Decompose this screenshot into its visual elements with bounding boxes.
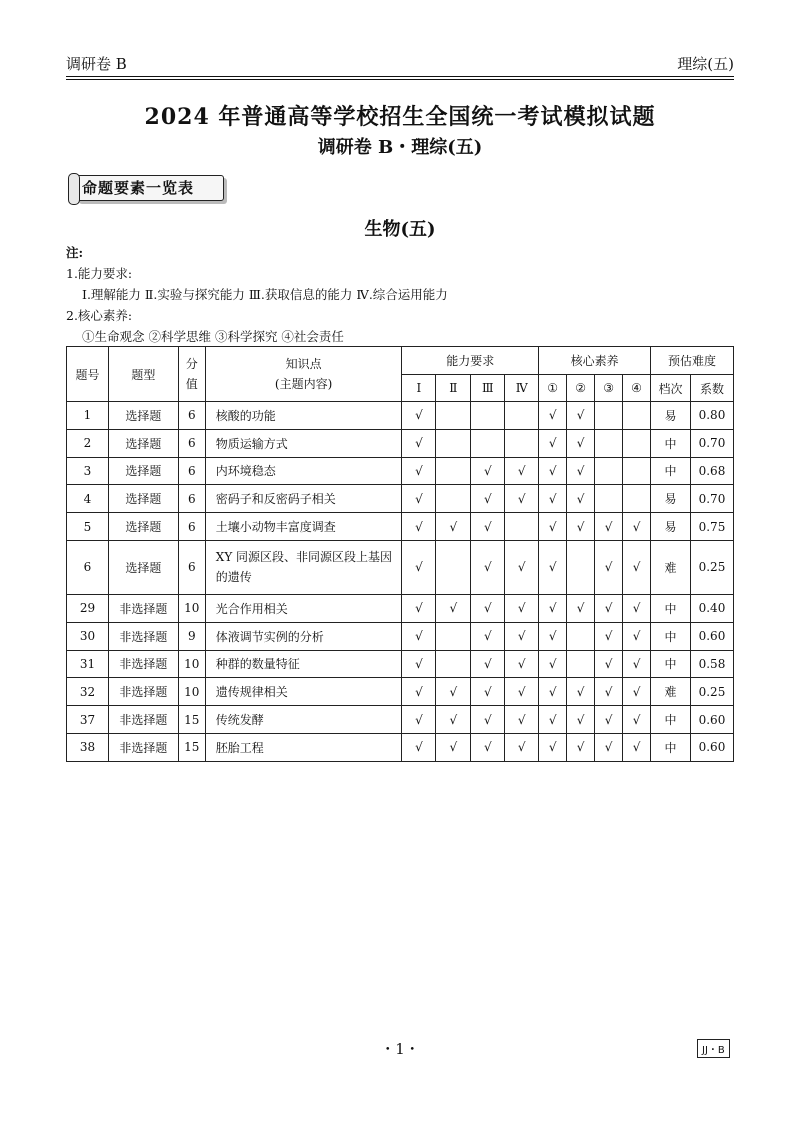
cell-literacy-4: √: [623, 650, 651, 678]
table-row: [67, 402, 734, 430]
cell-knowledge: 胚胎工程: [205, 733, 402, 761]
header-type: 题型: [108, 347, 178, 402]
cell-coef: 0.80: [690, 402, 733, 430]
cell-literacy-1: √: [539, 429, 567, 457]
cell-type: 非选择题: [108, 706, 178, 734]
header-rule: [66, 76, 734, 77]
cell-knowledge: 内环境稳态: [205, 457, 402, 485]
cell-num: 2: [67, 429, 109, 457]
cell-literacy-1: √: [539, 485, 567, 513]
cell-ability-3: √: [471, 540, 505, 594]
cell-knowledge: 核酸的功能: [205, 402, 402, 430]
cell-ability-4: √: [505, 622, 539, 650]
requirements-table: [66, 346, 734, 762]
cell-level: 中: [651, 457, 691, 485]
table-row: [67, 622, 734, 650]
cell-coef: 0.60: [690, 706, 733, 734]
cell-literacy-4: √: [623, 540, 651, 594]
table-row: [67, 678, 734, 706]
cell-num: 29: [67, 594, 109, 622]
cell-score: 15: [178, 706, 205, 734]
cell-knowledge: 传统发酵: [205, 706, 402, 734]
banner-text: 命题要素一览表: [82, 179, 195, 197]
notes: [66, 242, 448, 347]
cell-literacy-3: √: [595, 650, 623, 678]
cell-literacy-3: √: [595, 513, 623, 541]
table-row: [67, 513, 734, 541]
cell-literacy-2: √: [567, 457, 595, 485]
header-ability-1: Ⅰ: [402, 375, 436, 402]
cell-literacy-3: [595, 457, 623, 485]
table-body: [67, 402, 734, 762]
cell-type: 非选择题: [108, 650, 178, 678]
cell-literacy-4: [623, 457, 651, 485]
cell-ability-3: √: [471, 513, 505, 541]
cell-knowledge: 光合作用相关: [205, 594, 402, 622]
cell-ability-2: √: [436, 513, 471, 541]
exam-title: 2024 年普通高等学校招生全国统一考试模拟试题: [144, 104, 656, 130]
cell-ability-3: √: [471, 457, 505, 485]
cell-num: 3: [67, 457, 109, 485]
header-ability-4: Ⅳ: [505, 375, 539, 402]
cell-ability-3: √: [471, 622, 505, 650]
cell-ability-4: [505, 402, 539, 430]
header-rule-thin: [66, 79, 734, 80]
cell-level: 易: [651, 402, 691, 430]
cell-ability-4: √: [505, 650, 539, 678]
header-literacy-1: ①: [539, 375, 567, 402]
cell-literacy-4: [623, 402, 651, 430]
cell-level: 中: [651, 594, 691, 622]
cell-ability-1: √: [402, 594, 436, 622]
cell-num: 31: [67, 650, 109, 678]
cell-literacy-3: √: [595, 622, 623, 650]
cell-knowledge: 体液调节实例的分析: [205, 622, 402, 650]
cell-literacy-1: √: [539, 457, 567, 485]
cell-coef: 0.58: [690, 650, 733, 678]
table-row: [67, 594, 734, 622]
header-ability: 能力要求: [402, 347, 539, 375]
header-score: [178, 347, 205, 402]
header-right: 理综(五): [677, 55, 734, 73]
cell-ability-2: √: [436, 706, 471, 734]
cell-literacy-4: √: [623, 513, 651, 541]
cell-coef: 0.70: [690, 429, 733, 457]
cell-num: 30: [67, 622, 109, 650]
header-ability-2: Ⅱ: [436, 375, 471, 402]
cell-level: 中: [651, 733, 691, 761]
cell-level: 中: [651, 706, 691, 734]
cell-level: 难: [651, 678, 691, 706]
cell-ability-1: √: [402, 540, 436, 594]
cell-level: 中: [651, 650, 691, 678]
cell-score: 10: [178, 650, 205, 678]
cell-ability-4: √: [505, 485, 539, 513]
table-row: [67, 485, 734, 513]
cell-score: 6: [178, 513, 205, 541]
cell-literacy-1: √: [539, 402, 567, 430]
cell-ability-4: √: [505, 457, 539, 485]
cell-type: 非选择题: [108, 733, 178, 761]
cell-ability-2: √: [436, 678, 471, 706]
cell-coef: 0.75: [690, 513, 733, 541]
cell-literacy-2: √: [567, 706, 595, 734]
cell-literacy-3: √: [595, 594, 623, 622]
cell-literacy-1: √: [539, 706, 567, 734]
cell-score: 15: [178, 733, 205, 761]
cell-score: 10: [178, 594, 205, 622]
cell-literacy-2: √: [567, 429, 595, 457]
cell-knowledge: 遗传规律相关: [205, 678, 402, 706]
paper-code: JJ・B: [697, 1039, 730, 1058]
cell-type: 非选择题: [108, 594, 178, 622]
cell-ability-1: √: [402, 513, 436, 541]
header-left: 调研卷 B: [66, 55, 127, 73]
notes-item2: 2.核心素养:: [66, 308, 133, 323]
cell-ability-2: √: [436, 733, 471, 761]
cell-ability-1: √: [402, 622, 436, 650]
cell-ability-4: √: [505, 540, 539, 594]
cell-type: 选择题: [108, 429, 178, 457]
cell-ability-3: √: [471, 650, 505, 678]
cell-literacy-3: √: [595, 706, 623, 734]
cell-literacy-4: √: [623, 706, 651, 734]
cell-level: 易: [651, 513, 691, 541]
cell-coef: 0.60: [690, 733, 733, 761]
cell-ability-2: [436, 540, 471, 594]
header-literacy-2: ②: [567, 375, 595, 402]
header-kp-a: 知识点: [285, 357, 322, 371]
cell-ability-3: √: [471, 706, 505, 734]
cell-coef: 0.70: [690, 485, 733, 513]
cell-num: 32: [67, 678, 109, 706]
cell-num: 4: [67, 485, 109, 513]
table-row: [67, 706, 734, 734]
cell-num: 38: [67, 733, 109, 761]
cell-ability-2: [436, 429, 471, 457]
table-row: [67, 540, 734, 594]
cell-literacy-1: √: [539, 540, 567, 594]
cell-literacy-2: √: [567, 678, 595, 706]
cell-level: 中: [651, 429, 691, 457]
header-literacy-3: ③: [595, 375, 623, 402]
cell-literacy-2: [567, 622, 595, 650]
header-num: 题号: [67, 347, 109, 402]
notes-label: 注:: [66, 245, 84, 260]
cell-knowledge: 密码子和反密码子相关: [205, 485, 402, 513]
scroll-icon: [68, 173, 80, 205]
table-row: [67, 429, 734, 457]
cell-level: 易: [651, 485, 691, 513]
cell-num: 37: [67, 706, 109, 734]
page-number: ・1・: [380, 1040, 420, 1058]
cell-type: 选择题: [108, 457, 178, 485]
cell-literacy-1: √: [539, 513, 567, 541]
cell-type: 选择题: [108, 540, 178, 594]
cell-literacy-2: √: [567, 513, 595, 541]
cell-score: 10: [178, 678, 205, 706]
cell-score: 9: [178, 622, 205, 650]
cell-knowledge: 物质运输方式: [205, 429, 402, 457]
cell-knowledge: 种群的数量特征: [205, 650, 402, 678]
table-row: [67, 733, 734, 761]
cell-ability-3: [471, 402, 505, 430]
cell-ability-2: [436, 622, 471, 650]
cell-coef: 0.25: [690, 678, 733, 706]
cell-ability-1: √: [402, 402, 436, 430]
cell-literacy-4: [623, 485, 651, 513]
cell-coef: 0.68: [690, 457, 733, 485]
cell-ability-3: √: [471, 733, 505, 761]
exam-subtitle: 调研卷 B・理综(五): [317, 137, 483, 158]
cell-literacy-1: √: [539, 733, 567, 761]
cell-score: 6: [178, 485, 205, 513]
cell-knowledge: XY 同源区段、非同源区段上基因的遗传: [205, 540, 402, 594]
cell-ability-1: √: [402, 457, 436, 485]
cell-ability-3: [471, 429, 505, 457]
page-header: [66, 48, 734, 74]
cell-literacy-4: √: [623, 678, 651, 706]
cell-literacy-3: [595, 402, 623, 430]
cell-ability-1: √: [402, 678, 436, 706]
cell-literacy-2: √: [567, 594, 595, 622]
cell-ability-4: [505, 429, 539, 457]
cell-score: 6: [178, 540, 205, 594]
banner: [66, 171, 226, 205]
notes-item2-detail: ①生命观念 ②科学思维 ③科学探究 ④社会责任: [82, 329, 344, 344]
cell-level: 难: [651, 540, 691, 594]
cell-literacy-3: [595, 485, 623, 513]
header-kp: [205, 347, 402, 402]
cell-coef: 0.25: [690, 540, 733, 594]
cell-ability-4: √: [505, 594, 539, 622]
cell-literacy-2: √: [567, 402, 595, 430]
cell-ability-2: √: [436, 594, 471, 622]
cell-num: 5: [67, 513, 109, 541]
cell-type: 选择题: [108, 402, 178, 430]
cell-ability-2: [436, 457, 471, 485]
cell-literacy-2: √: [567, 733, 595, 761]
cell-literacy-4: [623, 429, 651, 457]
cell-literacy-1: √: [539, 594, 567, 622]
cell-coef: 0.60: [690, 622, 733, 650]
cell-literacy-1: √: [539, 678, 567, 706]
header-literacy-4: ④: [623, 375, 651, 402]
cell-literacy-3: √: [595, 733, 623, 761]
cell-ability-4: √: [505, 678, 539, 706]
cell-ability-4: √: [505, 706, 539, 734]
cell-literacy-1: √: [539, 650, 567, 678]
cell-ability-1: √: [402, 706, 436, 734]
cell-coef: 0.40: [690, 594, 733, 622]
table-row: [67, 457, 734, 485]
notes-item1: 1.能力要求:: [66, 266, 133, 281]
cell-score: 6: [178, 402, 205, 430]
header-kp-b: (主题内容): [274, 377, 333, 391]
cell-ability-4: [505, 513, 539, 541]
table-row: [67, 650, 734, 678]
header-level: 档次: [651, 375, 691, 402]
section-title: 生物(五): [364, 219, 436, 240]
cell-ability-1: √: [402, 733, 436, 761]
header-ability-3: Ⅲ: [471, 375, 505, 402]
cell-ability-2: [436, 485, 471, 513]
cell-score: 6: [178, 429, 205, 457]
cell-ability-2: [436, 402, 471, 430]
cell-ability-3: √: [471, 485, 505, 513]
cell-type: 非选择题: [108, 678, 178, 706]
cell-ability-1: √: [402, 429, 436, 457]
cell-type: 选择题: [108, 513, 178, 541]
notes-item1-detail: Ⅰ.理解能力 Ⅱ.实验与探究能力 Ⅲ.获取信息的能力 Ⅳ.综合运用能力: [82, 287, 448, 302]
cell-type: 非选择题: [108, 622, 178, 650]
header-literacy: 核心素养: [539, 347, 651, 375]
cell-num: 1: [67, 402, 109, 430]
cell-ability-1: √: [402, 485, 436, 513]
cell-literacy-2: [567, 540, 595, 594]
cell-ability-2: [436, 650, 471, 678]
cell-literacy-2: √: [567, 485, 595, 513]
cell-ability-4: √: [505, 733, 539, 761]
cell-ability-3: √: [471, 678, 505, 706]
cell-level: 中: [651, 622, 691, 650]
cell-score: 6: [178, 457, 205, 485]
cell-knowledge: 土壤小动物丰富度调查: [205, 513, 402, 541]
cell-ability-1: √: [402, 650, 436, 678]
cell-literacy-3: √: [595, 540, 623, 594]
header-coef: 系数: [690, 375, 733, 402]
cell-literacy-4: √: [623, 622, 651, 650]
cell-literacy-4: √: [623, 733, 651, 761]
cell-literacy-1: √: [539, 622, 567, 650]
header-score-a: 分: [185, 357, 198, 371]
cell-literacy-4: √: [623, 594, 651, 622]
cell-num: 6: [67, 540, 109, 594]
cell-ability-3: √: [471, 594, 505, 622]
cell-literacy-3: [595, 429, 623, 457]
cell-literacy-3: √: [595, 678, 623, 706]
cell-literacy-2: [567, 650, 595, 678]
header-difficulty: 预估难度: [651, 347, 734, 375]
header-score-b: 值: [185, 377, 198, 391]
cell-type: 选择题: [108, 485, 178, 513]
